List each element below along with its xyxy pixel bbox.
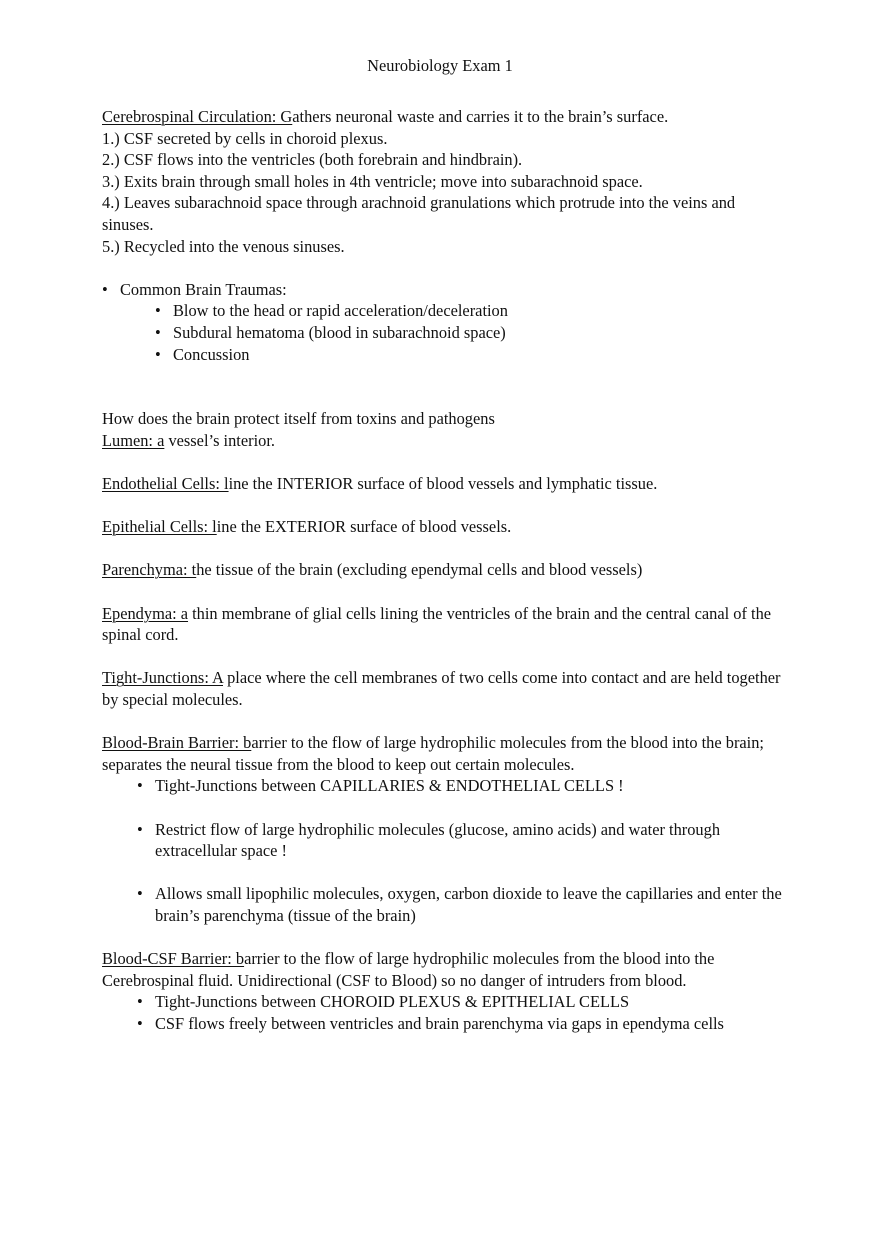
traumas-sublist <box>155 300 782 365</box>
csf-step: 2.) CSF flows into the ventricles (both forebrain and hindbrain). <box>102 150 523 170</box>
csf-step: 5.) Recycled into the venous sinuses. <box>102 236 345 256</box>
bbb-term: Blood-Brain Barrier: b <box>102 733 252 753</box>
list-item: • Tight-Junctions between CAPILLARIES & ENDOTHELIAL CELLS ! <box>137 775 782 797</box>
csf-definition <box>102 106 782 128</box>
bcsfb-text: arrier to the flow of large hydrophilic molecules from the blood into the Cerebrospinal fluid. Unidirectional (CSF to Blood) so no danger of intruders from blood. <box>102 949 715 990</box>
bcsfb-definition <box>102 948 782 991</box>
list-spacer <box>137 862 782 884</box>
epithelial-term: Epithelial Cells: l <box>102 517 217 537</box>
parenchyma-text: he tissue of the brain (excluding ependymal cells and blood vessels) <box>196 560 643 580</box>
traumas-heading: Common Brain Traumas: <box>120 279 287 299</box>
list-item: • Restrict flow of large hydrophilic molecules (glucose, amino acids) and water through extracellular space ! <box>137 819 782 862</box>
endothelial-definition <box>102 473 782 495</box>
bbb-text: arrier to the flow of large hydrophilic molecules from the blood into the brain; separates the neural tissue from the blood to keep out certain molecules. <box>102 733 764 774</box>
endothelial-text: ine the INTERIOR surface of blood vessels and lymphatic tissue. <box>228 474 658 494</box>
tight-junctions-text: place where the cell membranes of two cells come into contact and are held together by special molecules. <box>102 668 781 710</box>
ependyma-definition <box>102 603 782 646</box>
page-title: Neurobiology Exam 1 <box>367 56 513 75</box>
csf-step: 3.) Exits brain through small holes in 4th ventricle; move into subarachnoid space. <box>102 171 643 191</box>
tight-junctions-definition <box>102 667 782 710</box>
traumas-list <box>102 279 782 365</box>
lumen-definition <box>102 430 782 452</box>
endothelial-term: Endothelial Cells: l <box>102 474 229 494</box>
document-body <box>102 106 782 1035</box>
list-item <box>102 279 782 365</box>
list-spacer <box>137 797 782 819</box>
bbb-list <box>137 775 782 926</box>
list-item: • CSF flows freely between ventricles and brain parenchyma via gaps in ependyma cells <box>137 1013 782 1035</box>
epithelial-text: ine the EXTERIOR surface of blood vessels. <box>216 517 512 537</box>
lumen-term: Lumen: a <box>102 430 165 450</box>
bcsfb-term: Blood-CSF Barrier: b <box>102 949 245 969</box>
lumen-text: vessel’s interior. <box>164 430 275 450</box>
parenchyma-term: Parenchyma: t <box>102 560 197 580</box>
list-item: • Blow to the head or rapid acceleration/deceleration <box>155 300 782 322</box>
bcsfb-list <box>137 991 782 1034</box>
list-item: • Concussion <box>155 344 782 366</box>
list-item: • Subdural hematoma (blood in subarachnoid space) <box>155 322 782 344</box>
tight-junctions-term: Tight-Junctions: A <box>102 668 223 688</box>
csf-step: 4.) Leaves subarachnoid space through arachnoid granulations which protrude into the veins and sinuses. <box>102 193 736 234</box>
bbb-definition <box>102 732 782 775</box>
list-item: • Allows small lipophilic molecules, oxygen, carbon dioxide to leave the capillaries and enter the brain’s parenchyma (tissue of the brain) <box>137 883 782 926</box>
protection-heading: How does the brain protect itself from toxins and pathogens <box>102 409 495 429</box>
list-item: • Tight-Junctions between CHOROID PLEXUS & EPITHELIAL CELLS <box>137 991 782 1013</box>
ependyma-term: Ependyma: a <box>102 603 189 623</box>
parenchyma-definition <box>102 559 782 581</box>
ependyma-text: thin membrane of glial cells lining the ventricles of the brain and the central canal of the spinal cord. <box>102 603 772 645</box>
csf-step: 1.) CSF secreted by cells in choroid plexus. <box>102 128 388 148</box>
csf-term: Cerebrospinal Circulation: G <box>102 107 293 126</box>
csf-text: athers neuronal waste and carries it to the brain’s surface. <box>292 107 669 126</box>
epithelial-definition <box>102 516 782 538</box>
